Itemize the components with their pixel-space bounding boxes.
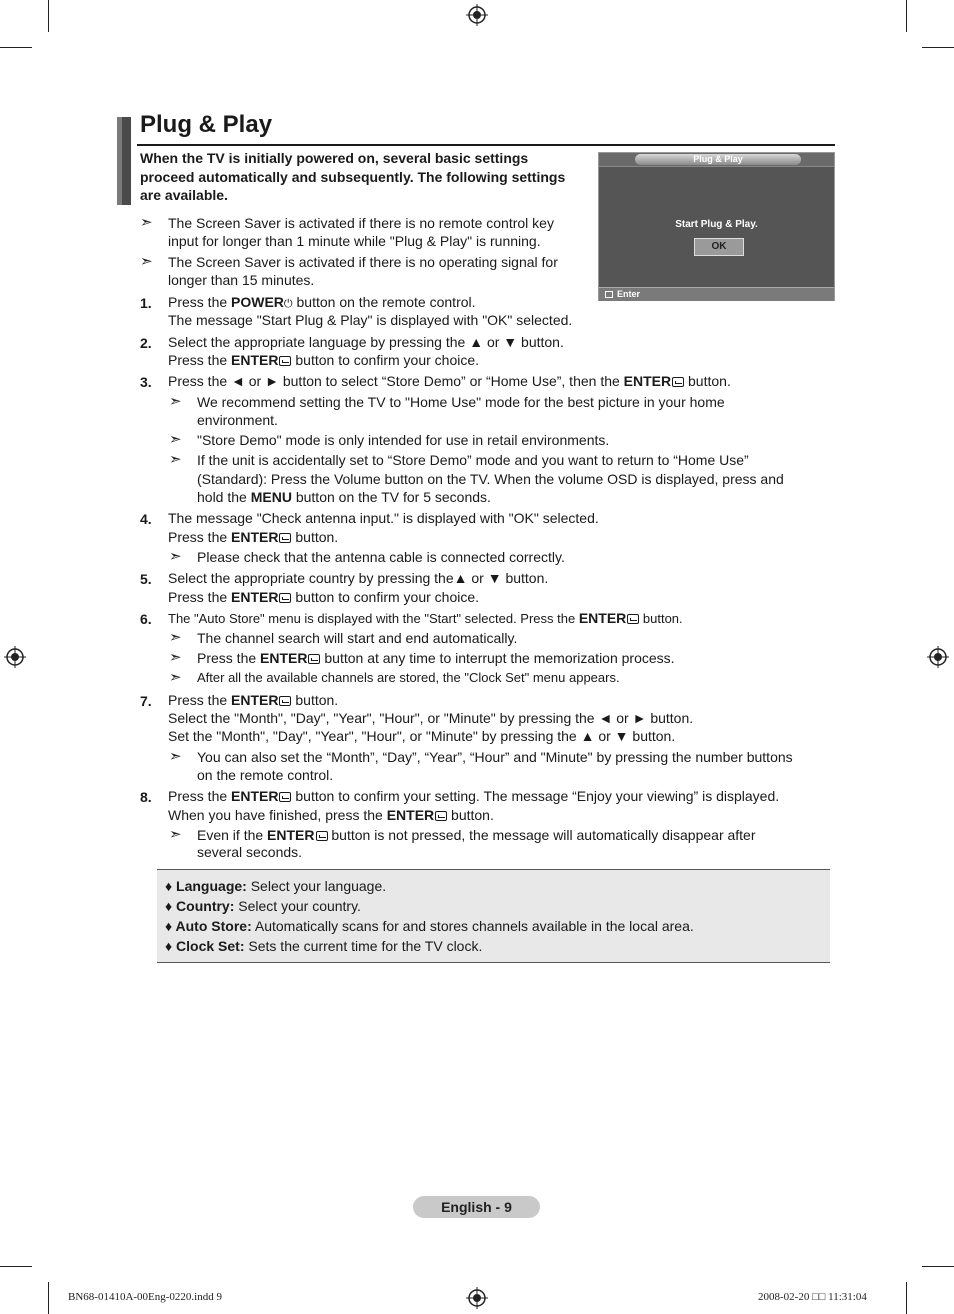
note-arrow-icon: ➣ [169,629,182,646]
step-text: The message "Check antenna input." is displayed with "OK" selected. [168,510,599,526]
step-text: Select the appropriate country by pressing the▲ or ▼ button. [168,570,549,586]
enter-icon [627,614,639,624]
enter-label: ENTER [231,352,279,368]
step-number: 6. [140,611,152,627]
step-text [168,787,779,805]
summary-item-auto-store [165,918,694,934]
print-timestamp: 2008-02-20 □□ 11:31:04 [758,1291,867,1303]
enter-label: ENTER [386,807,435,823]
note-text: You can also set the “Month”, “Day”, “Year”, “Hour” and "Minute" by pressing the number buttons [197,749,793,765]
step-text [168,528,338,546]
note-text-part: Even if the [197,827,268,843]
step-number: 7. [140,693,152,709]
crop-mark [0,1266,32,1267]
step-number: 2. [140,335,152,351]
step-text-part: button. [447,807,494,823]
registration-mark-icon [466,4,488,26]
note-arrow-icon: ➣ [169,669,182,686]
note-text [197,488,491,506]
osd-screenshot [598,152,835,301]
note-text [197,649,675,667]
osd-title: Plug & Play [635,154,801,165]
note-text: The Screen Saver is activated if there is no operating signal for [168,254,558,270]
step-text-part: button. [684,373,731,389]
note-text: input for longer than 1 minute while "Plug & Play" is running. [168,233,541,249]
note-text: The channel search will start and end automatically. [197,630,518,646]
enter-label: ENTER [231,529,279,545]
enter-icon [279,533,291,543]
step-text-part: Press the [168,529,232,545]
osd-footer-label: Enter [617,289,641,299]
note-text-part: hold the [197,489,251,505]
note-arrow-icon: ➣ [169,431,182,448]
summary-label: Language: [176,878,247,894]
step-text-part: button to confirm your setting. The message “Enjoy your viewing” is displayed. [291,788,780,804]
enter-label: ENTER [231,589,279,605]
note-text-part: button on the TV for 5 seconds. [291,489,491,505]
note-text: longer than 15 minutes. [168,272,315,288]
note-text: (Standard): Press the Volume button on the TV. When the volume OSD is displayed, press and [197,471,784,487]
note-arrow-icon: ➣ [169,393,182,410]
menu-label: MENU [250,489,292,505]
enter-icon [672,377,684,387]
step-text-part: button. [291,692,339,708]
osd-ok-button: OK [694,238,744,256]
note-arrow-icon: ➣ [140,214,153,231]
bullet-icon: ♦ [165,878,177,894]
note-text: on the remote control. [197,767,334,783]
enter-label: ENTER [231,692,279,708]
step-text-part: button. [639,611,683,626]
note-text: After all the available channels are stored, the "Clock Set" menu appears. [197,670,620,685]
crop-mark [48,1282,49,1314]
title-accent-bar [122,117,131,205]
step-text [168,351,479,369]
power-label: POWER [231,294,284,310]
page-number-badge: English - 9 [413,1196,540,1218]
step-text-part: button. [291,529,339,545]
note-text: environment. [197,412,278,428]
summary-label: Auto Store: [175,918,252,934]
step-text-part: Press the [168,788,232,804]
enter-icon [279,593,291,603]
enter-icon [316,831,328,841]
summary-item-clock-set [165,938,482,954]
step-text [168,372,731,390]
summary-text: Automatically scans for and stores channels available in the local area. [251,918,694,934]
step-text-part: Press the ◄ or ► button to select “Store Demo” or “Home Use”, then the [168,373,624,389]
step-text-part: button to confirm your choice. [291,352,480,368]
step-text-part: Press the [168,692,232,708]
summary-item-language [165,878,386,894]
note-arrow-icon: ➣ [140,253,153,270]
note-text: "Store Demo" mode is only intended for use in retail environments. [197,432,610,448]
registration-mark-icon [466,1287,488,1309]
summary-text: Select your country. [234,898,361,914]
step-text: Set the "Month", "Day", "Year", "Hour", or "Minute" by pressing the ▲ or ▼ button. [168,728,676,744]
note-text: If the unit is accidentally set to “Store Demo” mode and you want to return to “Home Use” [197,452,749,468]
print-filename: BN68-01410A-00Eng-0220.indd 9 [68,1291,222,1303]
step-text [168,293,476,313]
enter-label: ENTER [231,788,279,804]
step-text-part: Press the [168,589,232,605]
crop-mark [922,1266,954,1267]
step-text-part: When you have finished, press the [168,807,387,823]
note-arrow-icon: ➣ [169,826,182,843]
note-arrow-icon: ➣ [169,451,182,468]
summary-item-country [165,898,361,914]
step-text [168,588,479,606]
step-text [168,609,683,628]
crop-mark [906,1282,907,1314]
enter-icon [435,811,447,821]
crop-mark [0,47,32,48]
crop-mark [922,47,954,48]
summary-label: Clock Set: [176,938,245,954]
note-text-part: button is not pressed, the message will automatically disappear after [327,827,756,843]
registration-mark-icon [927,646,949,668]
enter-label: ENTER [623,373,672,389]
summary-text: Select your language. [246,878,387,894]
enter-icon [279,356,291,366]
bullet-icon: ♦ [165,898,177,914]
note-text-part: button at any time to interrupt the memorization process. [320,650,675,666]
crop-mark [48,0,49,32]
enter-icon [605,291,613,298]
note-text-part: Press the [197,650,261,666]
crop-mark [906,0,907,32]
step-text-part: Press the [168,352,232,368]
step-number: 3. [140,374,152,390]
enter-label: ENTER [260,650,308,666]
osd-title-bar [599,153,834,167]
note-arrow-icon: ➣ [169,548,182,565]
step-text: Select the appropriate language by pressing the ▲ or ▼ button. [168,334,564,350]
step-text-part: button on the remote control. [292,294,476,310]
step-number: 8. [140,789,152,805]
step-text-part: button to confirm your choice. [291,589,480,605]
note-text: The Screen Saver is activated if there is no remote control key [168,215,554,231]
note-arrow-icon: ➣ [169,649,182,666]
settings-summary-box [157,869,830,963]
step-text: The message "Start Plug & Play" is displayed with "OK" selected. [168,312,573,328]
osd-footer [599,287,834,301]
summary-label: Country: [176,898,235,914]
title-divider [137,144,835,146]
step-number: 4. [140,511,152,527]
note-text [197,826,756,844]
intro-text: When the TV is initially powered on, several basic settings proceed automatically and subsequently. The following settings are available. [140,150,566,203]
registration-mark-icon [4,646,26,668]
page-title: Plug & Play [140,111,273,138]
step-text-part: Press the [168,294,232,310]
step-number: 5. [140,571,152,587]
step-text [168,691,338,709]
enter-label: ENTER [267,827,315,843]
step-number: 1. [140,295,152,311]
step-text [168,806,494,824]
enter-label: ENTER [578,610,627,626]
note-text: We recommend setting the TV to "Home Use" mode for the best picture in your home [197,394,725,410]
step-text: Select the "Month", "Day", "Year", "Hour", or "Minute" by pressing the ◄ or ► button. [168,710,694,726]
enter-icon [279,696,291,706]
osd-message: Start Plug & Play. [675,219,758,230]
bullet-icon: ♦ [165,938,177,954]
step-text-part: The "Auto Store" menu is displayed with the "Start" selected. Press the [168,611,579,626]
summary-text: Sets the current time for the TV clock. [244,938,483,954]
note-text: several seconds. [197,844,303,860]
power-icon: ⏻ [283,298,293,310]
note-text: Please check that the antenna cable is connected correctly. [197,549,565,565]
bullet-icon: ♦ [165,918,176,934]
enter-icon [308,654,320,664]
note-arrow-icon: ➣ [169,748,182,765]
enter-icon [279,792,291,802]
